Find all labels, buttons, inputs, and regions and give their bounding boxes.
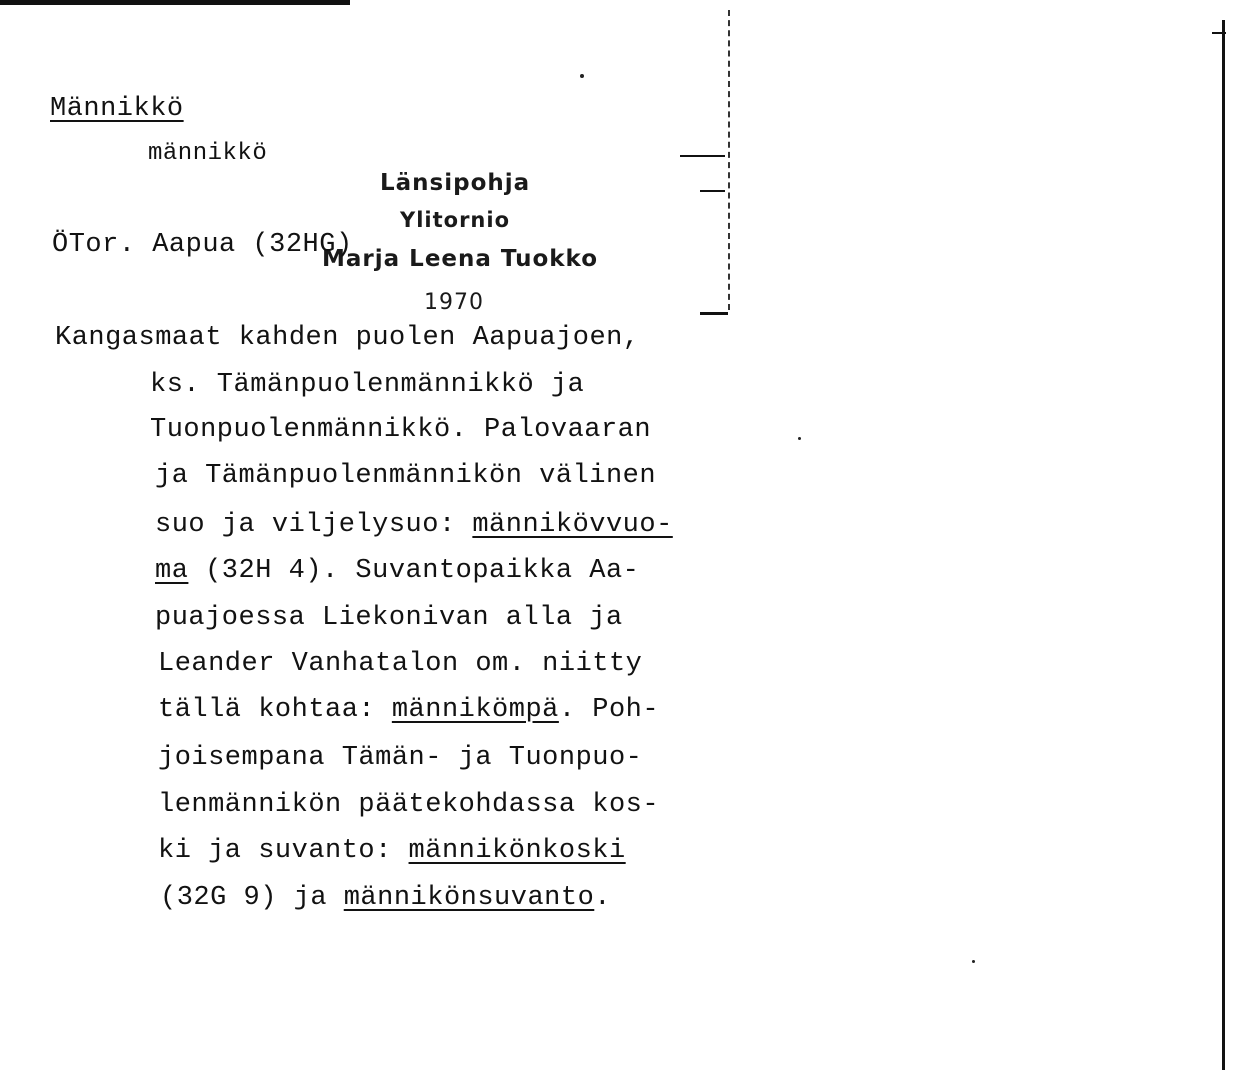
margin-tick-2 xyxy=(700,190,725,192)
variant-form: männikkö xyxy=(148,140,268,167)
stamp-parish: Ylitornio xyxy=(400,208,511,232)
right-edge-line xyxy=(1222,20,1225,1070)
body-line-4: ja Tämänpuolenmännikön välinen xyxy=(155,461,657,491)
body-line-13 xyxy=(160,885,611,912)
body-line-7: puajoessa Liekonivan alla ja xyxy=(155,603,623,633)
body-line-11: lenmännikön päätekohdassa kos- xyxy=(158,790,660,820)
body-line-13-text: (32G 9) ja xyxy=(160,883,344,913)
term-mannikovvuoma-a: männikövvuo- xyxy=(472,510,673,540)
top-edge-rule xyxy=(0,0,350,5)
speck xyxy=(972,960,975,963)
body-line-5 xyxy=(155,512,673,539)
body-line-2: ks. Tämänpuolenmännikkö ja xyxy=(150,370,585,400)
body-line-3: Tuonpuolenmännikkö. Palovaaran xyxy=(150,415,652,445)
right-edge-tick xyxy=(1212,32,1226,34)
body-line-12-text: ki ja suvanto: xyxy=(158,836,409,866)
body-line-1: Kangasmaat kahden puolen Aapuajoen, xyxy=(55,323,640,353)
speck xyxy=(798,437,801,440)
term-mannikompa: männikömpä xyxy=(391,695,559,725)
stamp-year: 1970 xyxy=(424,290,484,315)
body-line-9-text: tällä kohtaa: xyxy=(158,695,392,725)
margin-dashed-line xyxy=(728,10,730,310)
speck xyxy=(580,74,584,78)
body-line-9 xyxy=(158,697,659,724)
margin-tick-1 xyxy=(680,155,725,157)
term-mannikovvuoma-b: ma xyxy=(155,556,189,586)
body-line-6 xyxy=(155,558,639,585)
margin-tick-3 xyxy=(700,312,728,315)
body-line-8: Leander Vanhatalon om. niitty xyxy=(158,649,643,679)
place-line: ÖTor. Aapua (32HG) xyxy=(52,230,353,260)
body-line-10: joisempana Tämän- ja Tuonpuo- xyxy=(158,743,643,773)
stamp-collector: Marja Leena Tuokko xyxy=(322,246,599,272)
body-line-6-text: (32H 4). Suvantopaikka Aa- xyxy=(188,556,640,586)
body-line-9-tail: . Poh- xyxy=(558,695,660,725)
headword: Männikkö xyxy=(50,94,184,124)
term-mannikonsuvanto: männikönsuvanto xyxy=(343,883,595,913)
body-line-12 xyxy=(158,838,626,865)
term-mannikonkoski: männikönkoski xyxy=(408,836,626,866)
body-line-5-text: suo ja viljelysuo: xyxy=(155,510,473,540)
body-line-13-tail: . xyxy=(594,883,611,913)
stamp-region: Länsipohja xyxy=(380,170,531,196)
